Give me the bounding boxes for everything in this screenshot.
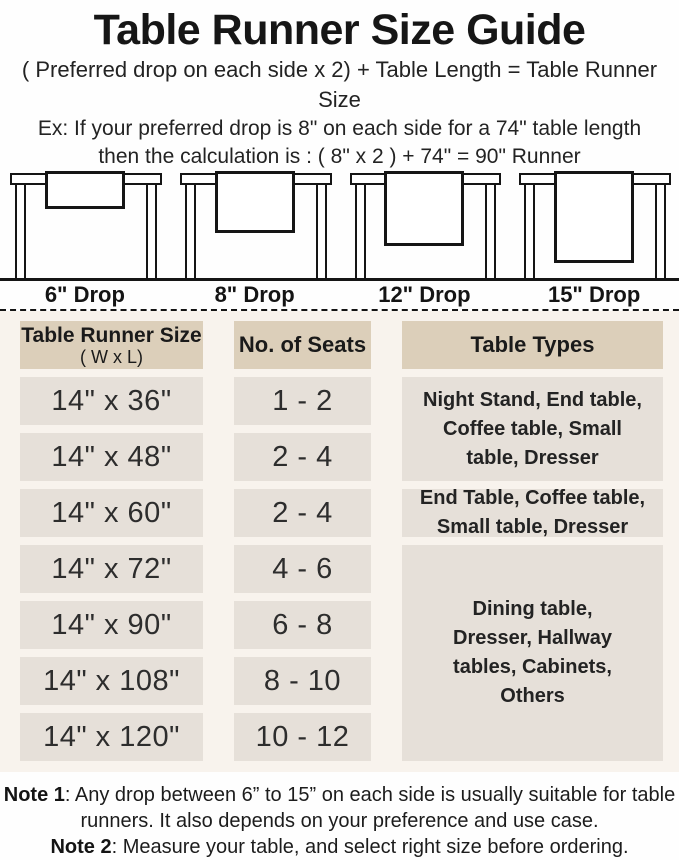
seats-cell: 2 - 4 <box>234 489 371 537</box>
table-leg-icon <box>146 184 157 278</box>
size-guide-table <box>0 311 679 772</box>
table-types-cell-large: Dining table, Dresser, Hallway tables, Cabinets, Others <box>402 545 663 761</box>
page-title: Table Runner Size Guide <box>93 6 586 54</box>
drop-label-12: 12" Drop <box>378 282 471 307</box>
seats-cell: 8 - 10 <box>234 657 371 705</box>
note-2: Note 2: Measure your table, and select right size before ordering. <box>50 836 629 858</box>
table-types-cell-medium: End Table, Coffee table, Small table, Dresser <box>402 489 663 537</box>
runner-drape-icon <box>45 171 125 209</box>
column-header-runner-size: Table Runner Size ( W x L) <box>20 321 203 369</box>
drop-illustrations <box>0 171 679 278</box>
formula-line: ( Preferred drop on each side x 2) + Table Length = Table Runner Size <box>21 57 658 112</box>
runner-drape-icon <box>215 171 295 233</box>
table-figure-6-drop <box>0 171 170 278</box>
column-header-table-types: Table Types <box>402 321 663 369</box>
size-cell: 14" x 120" <box>20 713 203 761</box>
drop-labels-row <box>0 278 679 311</box>
seats-cell: 1 - 2 <box>234 377 371 425</box>
column-header-seats: No. of Seats <box>234 321 371 369</box>
table-figure-8-drop <box>170 171 340 278</box>
note-1: Note 1: Any drop between 6” to 15” on each side is usually suitable for table runners. It also depends on your preference and use case. <box>3 784 676 832</box>
table-leg-icon <box>185 184 196 278</box>
table-figure-15-drop <box>509 171 679 278</box>
table-figure-12-drop <box>340 171 510 278</box>
drop-label-15: 15" Drop <box>547 282 641 307</box>
table-leg-icon <box>316 184 327 278</box>
table-leg-icon <box>355 184 366 278</box>
table-leg-icon <box>485 184 496 278</box>
seats-cell: 2 - 4 <box>234 433 371 481</box>
runner-drape-icon <box>384 171 464 246</box>
runner-drape-icon <box>554 171 634 263</box>
seats-cell: 10 - 12 <box>234 713 371 761</box>
table-leg-icon <box>524 184 535 278</box>
example-line-1: Ex: If your preferred drop is 8" on each side for a 74" table length <box>37 117 642 140</box>
footnotes <box>0 772 679 860</box>
drop-label-8: 8" Drop <box>214 282 295 307</box>
size-cell: 14" x 90" <box>20 601 203 649</box>
table-leg-icon <box>655 184 666 278</box>
table-types-cell-small: Night Stand, End table, Coffee table, Small table, Dresser <box>402 377 663 481</box>
seats-cell: 4 - 6 <box>234 545 371 593</box>
seats-cell: 6 - 8 <box>234 601 371 649</box>
drop-label-6: 6" Drop <box>44 282 125 307</box>
size-cell: 14" x 48" <box>20 433 203 481</box>
size-cell: 14" x 72" <box>20 545 203 593</box>
size-cell: 14" x 36" <box>20 377 203 425</box>
page-header <box>0 0 679 171</box>
example-line-2: then the calculation is : ( 8" x 2 ) + 74" = 90" Runner <box>98 145 581 168</box>
size-cell: 14" x 108" <box>20 657 203 705</box>
size-cell: 14" x 60" <box>20 489 203 537</box>
table-leg-icon <box>15 184 26 278</box>
